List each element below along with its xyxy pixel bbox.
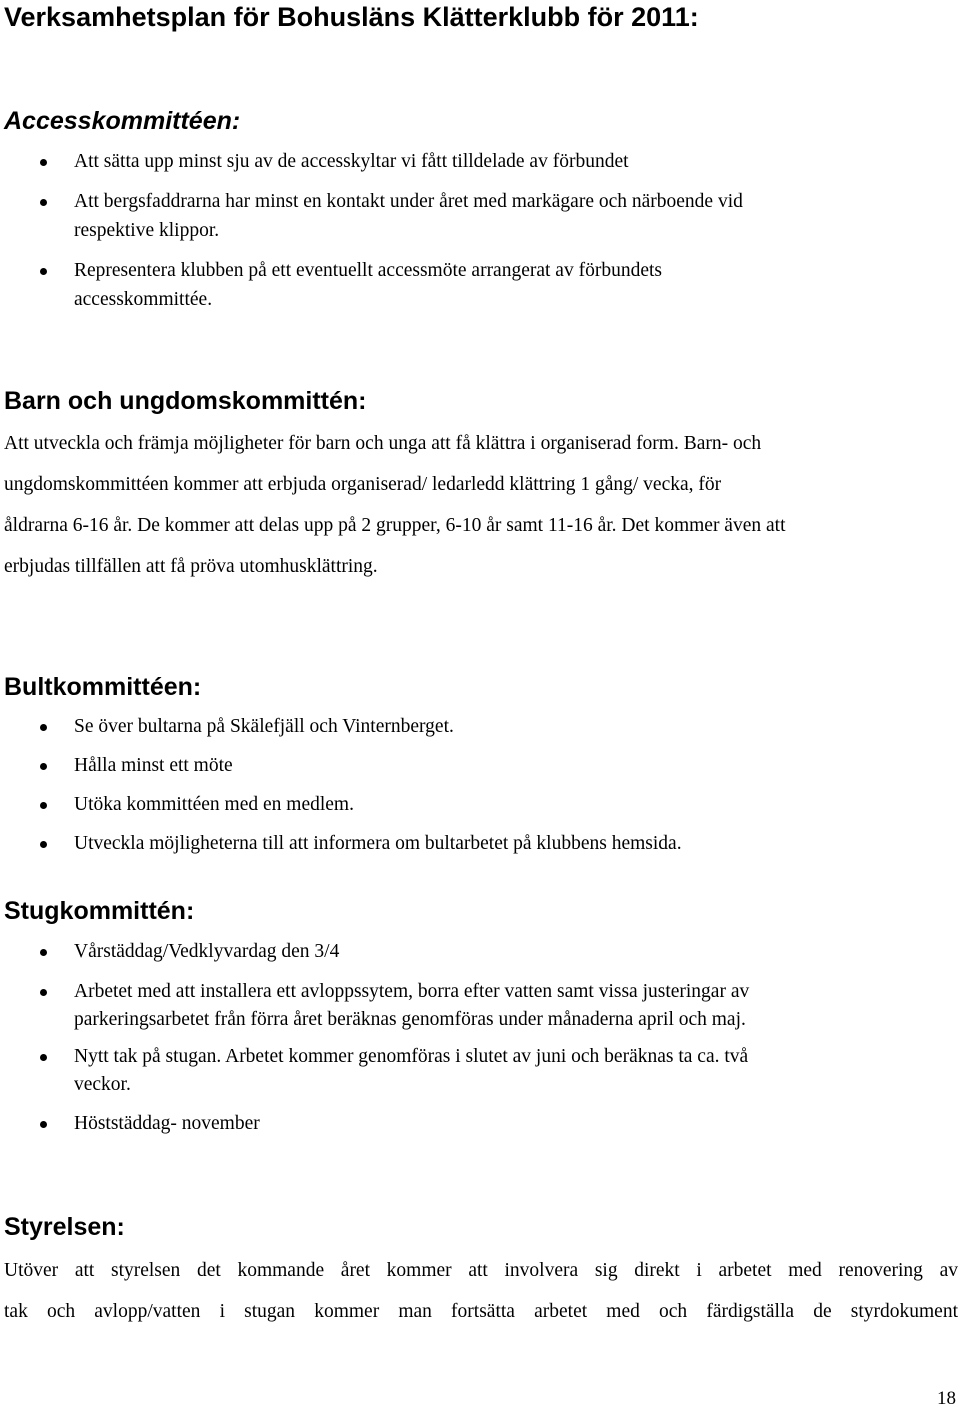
bullet-icon: [40, 949, 47, 956]
bullet-icon: [40, 989, 47, 996]
heading-bultkommitteen: Bultkommittéen:: [4, 673, 202, 701]
bullet-icon: [40, 763, 47, 770]
paragraph-line: åldrarna 6-16 år. De kommer att delas upp på 2 grupper, 6-10 år samt 11-16 år. Det kommer även att: [4, 515, 786, 536]
paragraph-line: ungdomskommittéen kommer att erbjuda organiserad/ ledarledd klättring 1 gång/ vecka, för: [4, 474, 722, 495]
bullet-icon: [40, 159, 47, 166]
page-number: 18: [937, 1388, 956, 1409]
heading-accesskommitteen: Accesskommittéen:: [4, 107, 241, 135]
paragraph-line: erbjudas tillfällen att få pröva utomhusklättring.: [4, 556, 378, 577]
heading-stugkommitten: Stugkommittén:: [4, 897, 195, 925]
bullet-icon: [40, 1121, 47, 1128]
heading-barn-och-ungdomskommitten: Barn och ungdomskommittén:: [4, 387, 367, 415]
heading-styrelsen: Styrelsen:: [4, 1213, 125, 1241]
paragraph-line: Utöver att styrelsen det kommande året kommer att involvera sig direkt i arbetet med renovering av: [4, 1260, 958, 1281]
bullet-icon: [40, 199, 47, 206]
bullet-icon: [40, 1054, 47, 1061]
bullet-icon: [40, 841, 47, 848]
bullet-icon: [40, 724, 47, 731]
bullet-icon: [40, 802, 47, 809]
paragraph-line: tak och avlopp/vatten i stugan kommer man fortsätta arbetet med och färdigställa de styrdokument: [4, 1301, 958, 1322]
paragraph-line: Att utveckla och främja möjligheter för barn och unga att få klättra i organiserad form. Barn- och: [4, 433, 762, 454]
document-title: Verksamhetsplan för Bohusläns Klätterklubb för 2011:: [4, 2, 699, 32]
bullet-icon: [40, 268, 47, 275]
